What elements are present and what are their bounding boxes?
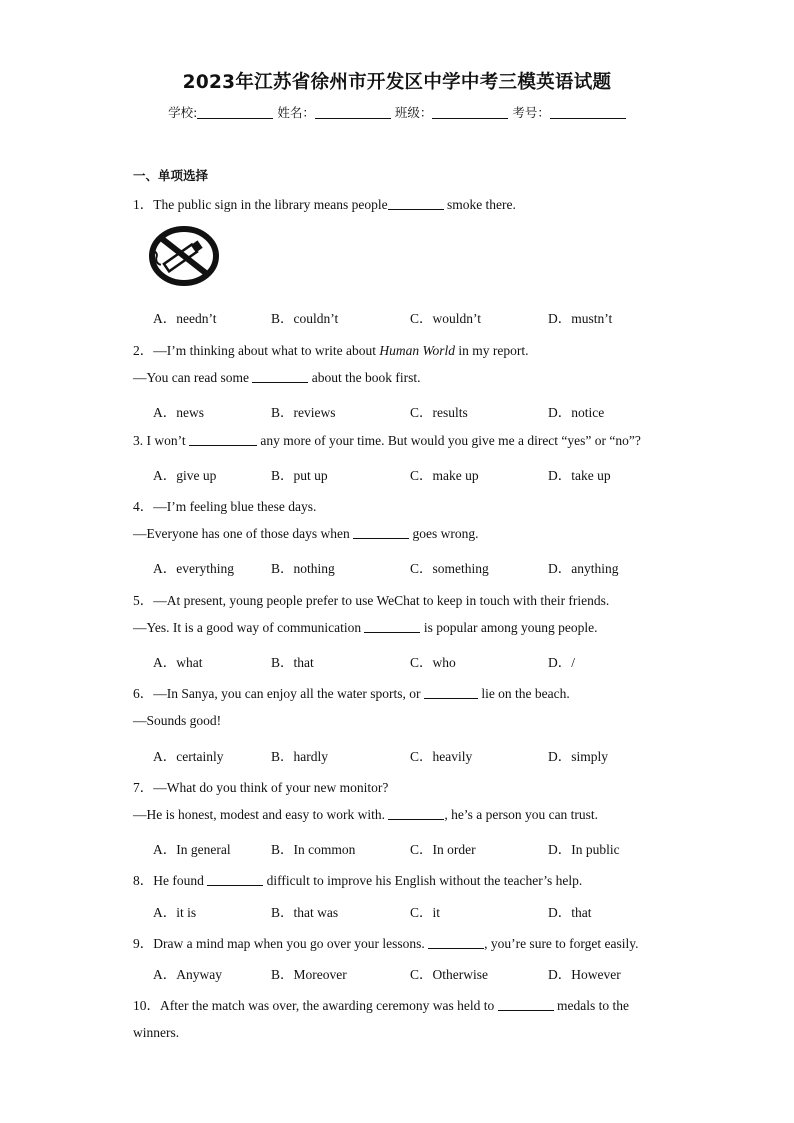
- q9-option-d[interactable]: D．However: [548, 967, 621, 982]
- q6-option-d[interactable]: D．simply: [548, 749, 609, 764]
- q6-option-b[interactable]: B．hardly: [271, 749, 328, 764]
- question-10-continued: winners.: [133, 1025, 180, 1040]
- school-field[interactable]: [197, 105, 273, 119]
- section-heading: 一、单项选择: [133, 168, 209, 183]
- exam-no-label: 考号：: [512, 105, 550, 120]
- q6-option-a[interactable]: A．certainly: [153, 749, 224, 764]
- q2-option-a[interactable]: A．news: [153, 405, 204, 420]
- name-field[interactable]: [315, 105, 391, 119]
- answer-blank: [252, 370, 308, 383]
- question-7: 7．—What do you think of your new monitor?: [133, 780, 389, 795]
- q9-option-a[interactable]: A．Anyway: [153, 967, 222, 982]
- q4-option-d[interactable]: D．anything: [548, 561, 619, 576]
- exam-no-field[interactable]: [550, 105, 626, 119]
- question-3: 3. I won’t any more of your time. But would you give me a direct “yes” or “no”?: [133, 433, 641, 448]
- q4-option-c[interactable]: C．something: [410, 561, 489, 576]
- question-5-reply: —Yes. It is a good way of communication is popular among young people.: [133, 620, 598, 635]
- student-info: [0, 103, 794, 121]
- q7-option-c[interactable]: C．In order: [410, 842, 476, 857]
- question-7-reply: —He is honest, modest and easy to work with. , he’s a person you can trust.: [133, 807, 599, 822]
- q5-option-c[interactable]: C．who: [410, 655, 456, 670]
- question-10: 10．After the match was over, the awarding ceremony was held to medals to the: [133, 998, 629, 1013]
- q6-option-c[interactable]: C．heavily: [410, 749, 473, 764]
- question-6: 6．—In Sanya, you can enjoy all the water sports, or lie on the beach.: [133, 686, 570, 701]
- question-1: 1．The public sign in the library means people smoke there.: [133, 197, 516, 212]
- answer-blank: [207, 873, 263, 886]
- q3-option-c[interactable]: C．make up: [410, 468, 479, 483]
- q2-option-c[interactable]: C．results: [410, 405, 468, 420]
- q5-option-b[interactable]: B．that: [271, 655, 314, 670]
- answer-blank: [388, 197, 444, 210]
- q8-option-b[interactable]: B．that was: [271, 905, 339, 920]
- question-8: 8．He found difficult to improve his English without the teacher’s help.: [133, 873, 583, 888]
- school-label: 学校:: [168, 105, 198, 120]
- q3-option-a[interactable]: A．give up: [153, 468, 217, 483]
- q7-option-d[interactable]: D．In public: [548, 842, 620, 857]
- q9-option-b[interactable]: B．Moreover: [271, 967, 347, 982]
- question-2: 2．—I’m thinking about what to write about Human World in my report.: [133, 343, 529, 358]
- q9-option-c[interactable]: C．Otherwise: [410, 967, 488, 982]
- name-label: 姓名：: [277, 105, 315, 120]
- q1-option-b[interactable]: B．couldn’t: [271, 311, 339, 326]
- q2-option-d[interactable]: D．notice: [548, 405, 605, 420]
- q3-option-d[interactable]: D．take up: [548, 468, 611, 483]
- q8-option-c[interactable]: C．it: [410, 905, 441, 920]
- q4-option-a[interactable]: A．everything: [153, 561, 234, 576]
- answer-blank: [428, 936, 484, 949]
- question-2-reply: —You can read some about the book first.: [133, 370, 421, 385]
- class-field[interactable]: [432, 105, 508, 119]
- question-5: 5．—At present, young people prefer to use WeChat to keep in touch with their friends.: [133, 593, 610, 608]
- no-smoking-icon: [147, 224, 221, 288]
- q1-option-d[interactable]: D．mustn’t: [548, 311, 613, 326]
- answer-blank: [189, 433, 257, 446]
- class-label: 班级：: [394, 105, 433, 120]
- question-6-reply: —Sounds good!: [133, 713, 222, 728]
- q8-option-a[interactable]: A．it is: [153, 905, 197, 920]
- q5-option-d[interactable]: D．/: [548, 655, 575, 670]
- answer-blank: [388, 807, 444, 820]
- question-4: 4．—I’m feeling blue these days.: [133, 499, 317, 514]
- answer-blank: [498, 998, 554, 1011]
- answer-blank: [424, 686, 478, 699]
- q1-option-a[interactable]: A．needn’t: [153, 311, 217, 326]
- answer-blank: [353, 526, 409, 539]
- q1-option-c[interactable]: C．wouldn’t: [410, 311, 482, 326]
- question-9: 9．Draw a mind map when you go over your lessons. , you’re sure to forget easily.: [133, 936, 639, 951]
- question-4-reply: —Everyone has one of those days when goes wrong.: [133, 526, 479, 541]
- q3-option-b[interactable]: B．put up: [271, 468, 328, 483]
- q7-option-a[interactable]: A．In general: [153, 842, 231, 857]
- q5-option-a[interactable]: A．what: [153, 655, 203, 670]
- page-title: 2023年江苏省徐州市开发区中学中考三模英语试题: [182, 72, 612, 93]
- q2-option-b[interactable]: B．reviews: [271, 405, 336, 420]
- answer-blank: [364, 620, 420, 633]
- q8-option-d[interactable]: D．that: [548, 905, 592, 920]
- q7-option-b[interactable]: B．In common: [271, 842, 356, 857]
- q4-option-b[interactable]: B．nothing: [271, 561, 335, 576]
